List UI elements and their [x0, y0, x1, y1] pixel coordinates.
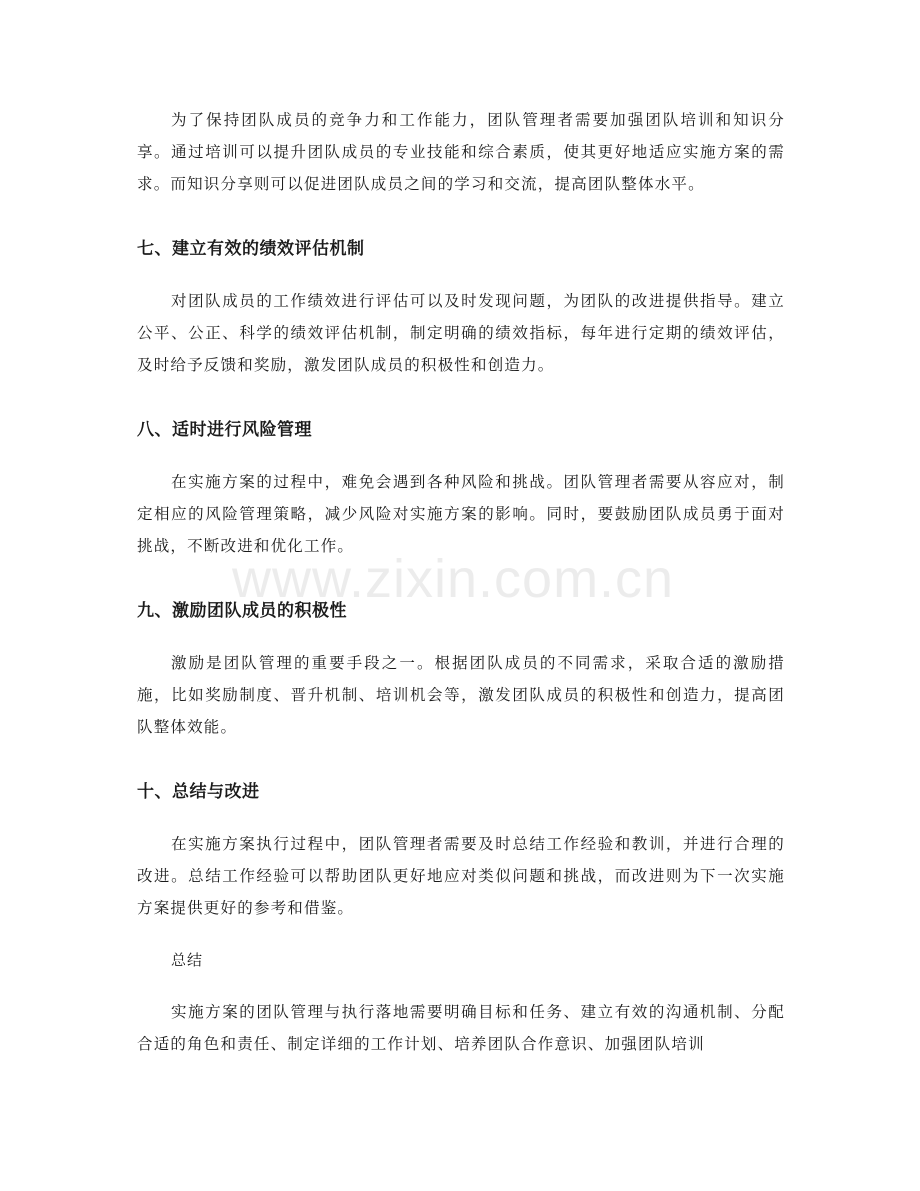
paragraph-performance-evaluation: 对团队成员的工作绩效进行评估可以及时发现问题，为团队的改进提供指导。建立公平、公正、科学的绩效评估机制，制定明确的绩效指标，每年进行定期的绩效评估，及时给予反馈和奖励，激发团队成员的积极性和创造力。: [137, 292, 785, 374]
summary-label: 总结: [171, 951, 204, 969]
heading-summary-improvement: 十、总结与改进: [137, 782, 260, 802]
paragraph-training: 为了保持团队成员的竞争力和工作能力，团队管理者需要加强团队培训和知识分享。通过培训可以提升团队成员的专业技能和综合素质，使其更好地适应实施方案的需求。而知识分享则可以促进团队成员之间的学习和交流，提高团队整体水平。: [137, 111, 785, 193]
paragraph-risk-management: 在实施方案的过程中，难免会遇到各种风险和挑战。团队管理者需要从容应对，制定相应的风险管理策略，减少风险对实施方案的影响。同时，要鼓励团队成员勇于面对挑战，不断改进和优化工作。: [137, 473, 785, 555]
document-page: [137, 104, 785, 1060]
heading-performance-evaluation: 七、建立有效的绩效评估机制: [137, 239, 365, 259]
watermark-text: www.zixin.com.cn: [232, 549, 675, 609]
paragraph-summary-improvement: 在实施方案执行过程中，团队管理者需要及时总结工作经验和教训，并进行合理的改进。总结工作经验可以帮助团队更好地应对类似问题和挑战，而改进则为下一次实施方案提供更好的参考和借鉴。: [137, 835, 785, 917]
heading-risk-management: 八、适时进行风险管理: [137, 420, 312, 440]
paragraph-motivation: 激励是团队管理的重要手段之一。根据团队成员的不同需求，采取合适的激励措施，比如奖励制度、晋升机制、培训机会等，激发团队成员的积极性和创造力，提高团队整体效能。: [137, 654, 785, 736]
paragraph-conclusion: 实施方案的团队管理与执行落地需要明确目标和任务、建立有效的沟通机制、分配合适的角色和责任、制定详细的工作计划、培养团队合作意识、加强团队培训: [137, 1003, 785, 1053]
heading-motivation: 九、激励团队成员的积极性: [137, 601, 347, 621]
